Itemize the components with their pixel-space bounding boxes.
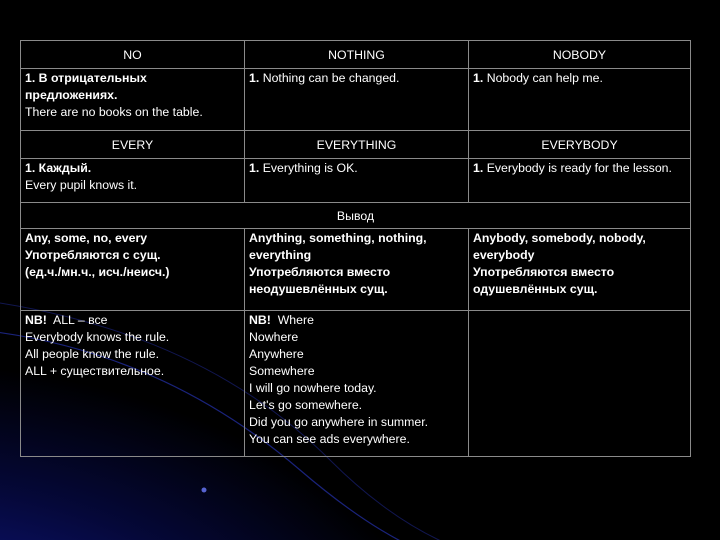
row-notes (21, 311, 691, 457)
header-nothing: NOTHING (245, 41, 469, 69)
cell-everything-example: 1. Everything is OK. (245, 159, 469, 203)
note-line: Let's go somewhere. (249, 398, 363, 412)
nb-label: NB! (25, 313, 47, 327)
cell-nobody-example: 1. Nobody can help me. (469, 69, 691, 131)
row-summary (21, 229, 691, 311)
note-line: I will go nowhere today. (249, 381, 377, 395)
note-line: Did you go anywhere in summer. (249, 415, 429, 429)
header-no: NO (21, 41, 245, 69)
note-line: Nowhere (249, 330, 299, 344)
every-usage-label: 1. Каждый. (25, 161, 92, 175)
cell-summary-people: Anybody, somebody, nobody, everybody Употребляются вместо одушевлённых сущ. (469, 229, 691, 311)
cell-nothing-example: 1. Nothing can be changed. (245, 69, 469, 131)
note-line: Anywhere (249, 347, 304, 361)
everybody-example-text: Everybody is ready for the lesson. (486, 161, 672, 175)
row-no-examples (21, 69, 691, 131)
no-usage-label: 1. В отрицательных предложениях. (25, 71, 147, 102)
header-row-every (21, 131, 691, 159)
cell-summary-determiners: Any, some, no, every Употребляются с сущ. (ед.ч./мн.ч., исч./неисч.) (21, 229, 245, 311)
note-line: ALL + существительное. (25, 364, 165, 378)
cell-every-example (21, 159, 245, 203)
nb-label: NB! (249, 313, 271, 327)
row-every-examples (21, 159, 691, 203)
header-everything: EVERYTHING (245, 131, 469, 159)
header-every: EVERY (21, 131, 245, 159)
note-line: Everybody knows the rule. (25, 330, 170, 344)
cell-note-all: NB! ALL – все Everybody knows the rule. All people know the rule. ALL + существительное. (21, 311, 245, 457)
nothing-example-text: Nothing can be changed. (262, 71, 400, 85)
note-line: You can see ads everywhere. (249, 432, 410, 446)
cell-everybody-example: 1. Everybody is ready for the lesson. (469, 159, 691, 203)
note-line: Somewhere (249, 364, 315, 378)
conclusion-heading: Вывод (21, 203, 691, 229)
no-example-text: There are no books on the table. (25, 105, 203, 119)
everything-example-text: Everything is OK. (262, 161, 358, 175)
cell-note-where: NB! Where Nowhere Anywhere Somewhere I will go nowhere today. Let's go somewhere. Did you go anywhere in summer. You can see ads everywhere. (245, 311, 469, 457)
every-example-text: Every pupil knows it. (25, 178, 138, 192)
header-row-no (21, 41, 691, 69)
conclusion-row (21, 203, 691, 229)
header-everybody: EVERYBODY (469, 131, 691, 159)
cell-note-empty (469, 311, 691, 457)
cell-summary-things: Anything, something, nothing, everything Употребляются вместо неодушевлённых сущ. (245, 229, 469, 311)
note-line: All people know the rule. (25, 347, 159, 361)
grammar-table (20, 40, 691, 457)
nobody-example-text: Nobody can help me. (486, 71, 603, 85)
header-nobody: NOBODY (469, 41, 691, 69)
cell-no-example (21, 69, 245, 131)
